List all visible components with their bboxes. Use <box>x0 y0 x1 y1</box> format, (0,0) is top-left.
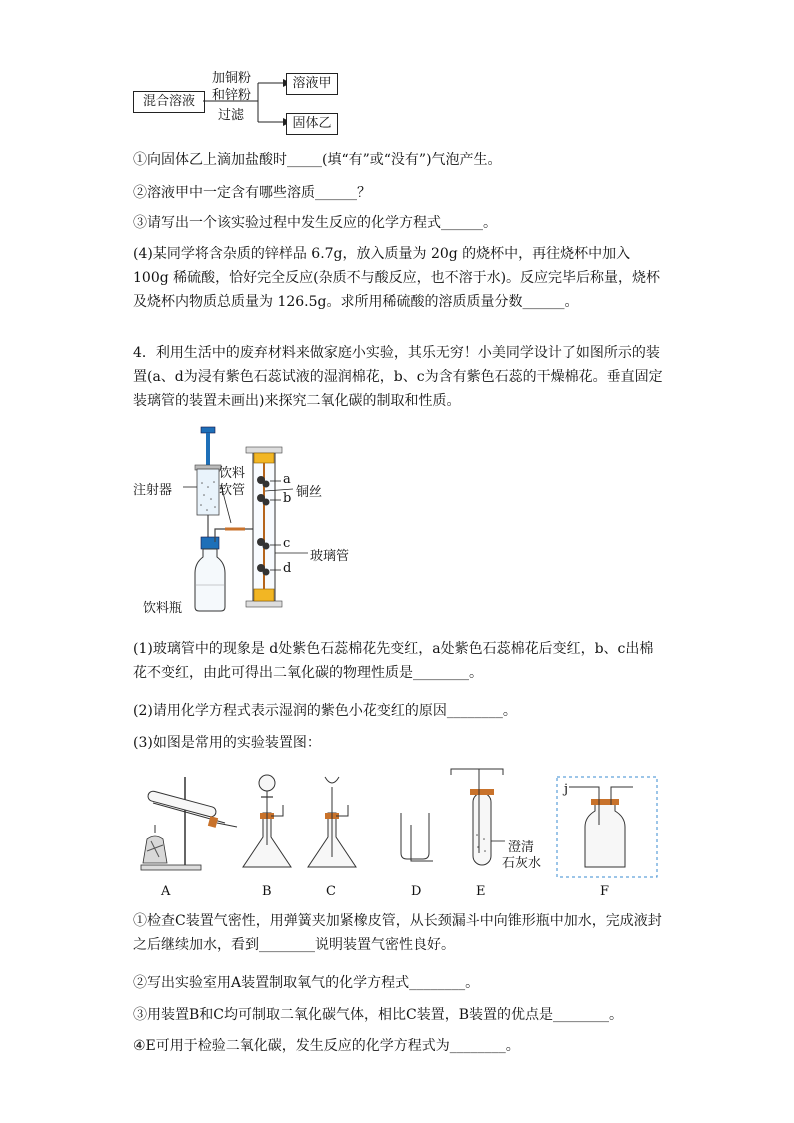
q3-item-3: ③请写出一个该实验过程中发生反应的化学方程式______。 <box>133 215 497 231</box>
q4-part-3: (3)如图是常用的实验装置图： <box>133 735 321 751</box>
apparatus-label-B: B <box>262 884 272 899</box>
q4-part-1: (1)玻璃管中的现象是 d处紫色石蕊棉花先变红，a处紫色石蕊棉花后变红，b、c出棉花不变红，由此可得出二氧化碳的物理性质是________。 <box>133 641 654 681</box>
label-a: a <box>283 472 291 487</box>
flow-input-box: 混合溶液 <box>133 91 205 113</box>
apparatus-label-F: F <box>600 884 610 899</box>
label-c: c <box>283 536 291 551</box>
apparatus-label-A: A <box>161 884 171 899</box>
apparatus-label-E: E <box>476 884 486 899</box>
flow-output-top: 溶液甲 <box>286 73 338 95</box>
apparatus-label-D: D <box>411 884 422 899</box>
lab-apparatus-figure <box>133 765 663 885</box>
flow-operation: 过滤 <box>218 108 245 123</box>
label-glass: 玻璃管 <box>310 549 350 564</box>
label-b: b <box>283 491 292 506</box>
q3-item-2: ②溶液甲中一定含有哪些溶质______？ <box>133 185 371 201</box>
q4-sub-2: ②写出实验室用A装置制取氧气的化学方程式________。 <box>133 975 480 991</box>
label-d: d <box>283 561 292 576</box>
label-copper: 铜丝 <box>296 485 323 500</box>
flow-output-bottom: 固体乙 <box>286 113 338 135</box>
label-tube-1: 饮料 <box>219 466 246 481</box>
q3-item-1: ①向固体乙上滴加盐酸时_____(填“有”或“没有”)气泡产生。 <box>133 152 502 168</box>
apparatus-label-C: C <box>326 884 336 899</box>
label-limewater-2: 石灰水 <box>502 856 542 871</box>
q4-part-2: (2)请用化学方程式表示湿润的紫色小花变红的原因________。 <box>133 703 517 719</box>
q4-sub-3: ③用装置B和C均可制取二氧化碳气体，相比C装置，B装置的优点是________。 <box>133 1007 623 1023</box>
q3-item-4: (4)某同学将含杂质的锌样品 6.7g，放入质量为 20g 的烧杯中，再往烧杯中加入 100g 稀硫酸，恰好完全反应(杂质不与酸反应，也不溶于水)。反应完毕后称量，烧杯及烧杯内物质总质量为 126.5g。求所用稀硫酸的溶质质量分数______。 <box>133 246 661 310</box>
label-limewater-1: 澄清 <box>508 840 535 855</box>
co2-apparatus-figure <box>133 425 393 615</box>
label-bottle: 饮料瓶 <box>143 601 183 616</box>
label-j: j <box>564 782 569 797</box>
flow-reagent-2: 和锌粉 <box>212 88 252 103</box>
label-syringe: 注射器 <box>133 483 173 498</box>
flow-reagent-1: 加铜粉 <box>212 71 252 86</box>
q4-intro: 4．利用生活中的废弃材料来做家庭小实验，其乐无穷！小美同学设计了如图所示的装置(a、d为浸有紫色石蕊试液的湿润棉花，b、c为含有紫色石蕊的干燥棉花。垂直固定装璃管的装置未画出)来探究二氧化碳的制取和性质。 <box>133 345 663 409</box>
q4-sub-1: ①检查C装置气密性，用弹簧夹加紧橡皮管，从长颈漏斗中向锥形瓶中加水，完成液封之后继续加水，看到________说明装置气密性良好。 <box>133 913 662 953</box>
label-tube-2: 软管 <box>219 483 246 498</box>
q4-sub-4: ④E可用于检验二氧化碳，发生反应的化学方程式为________。 <box>133 1038 520 1054</box>
